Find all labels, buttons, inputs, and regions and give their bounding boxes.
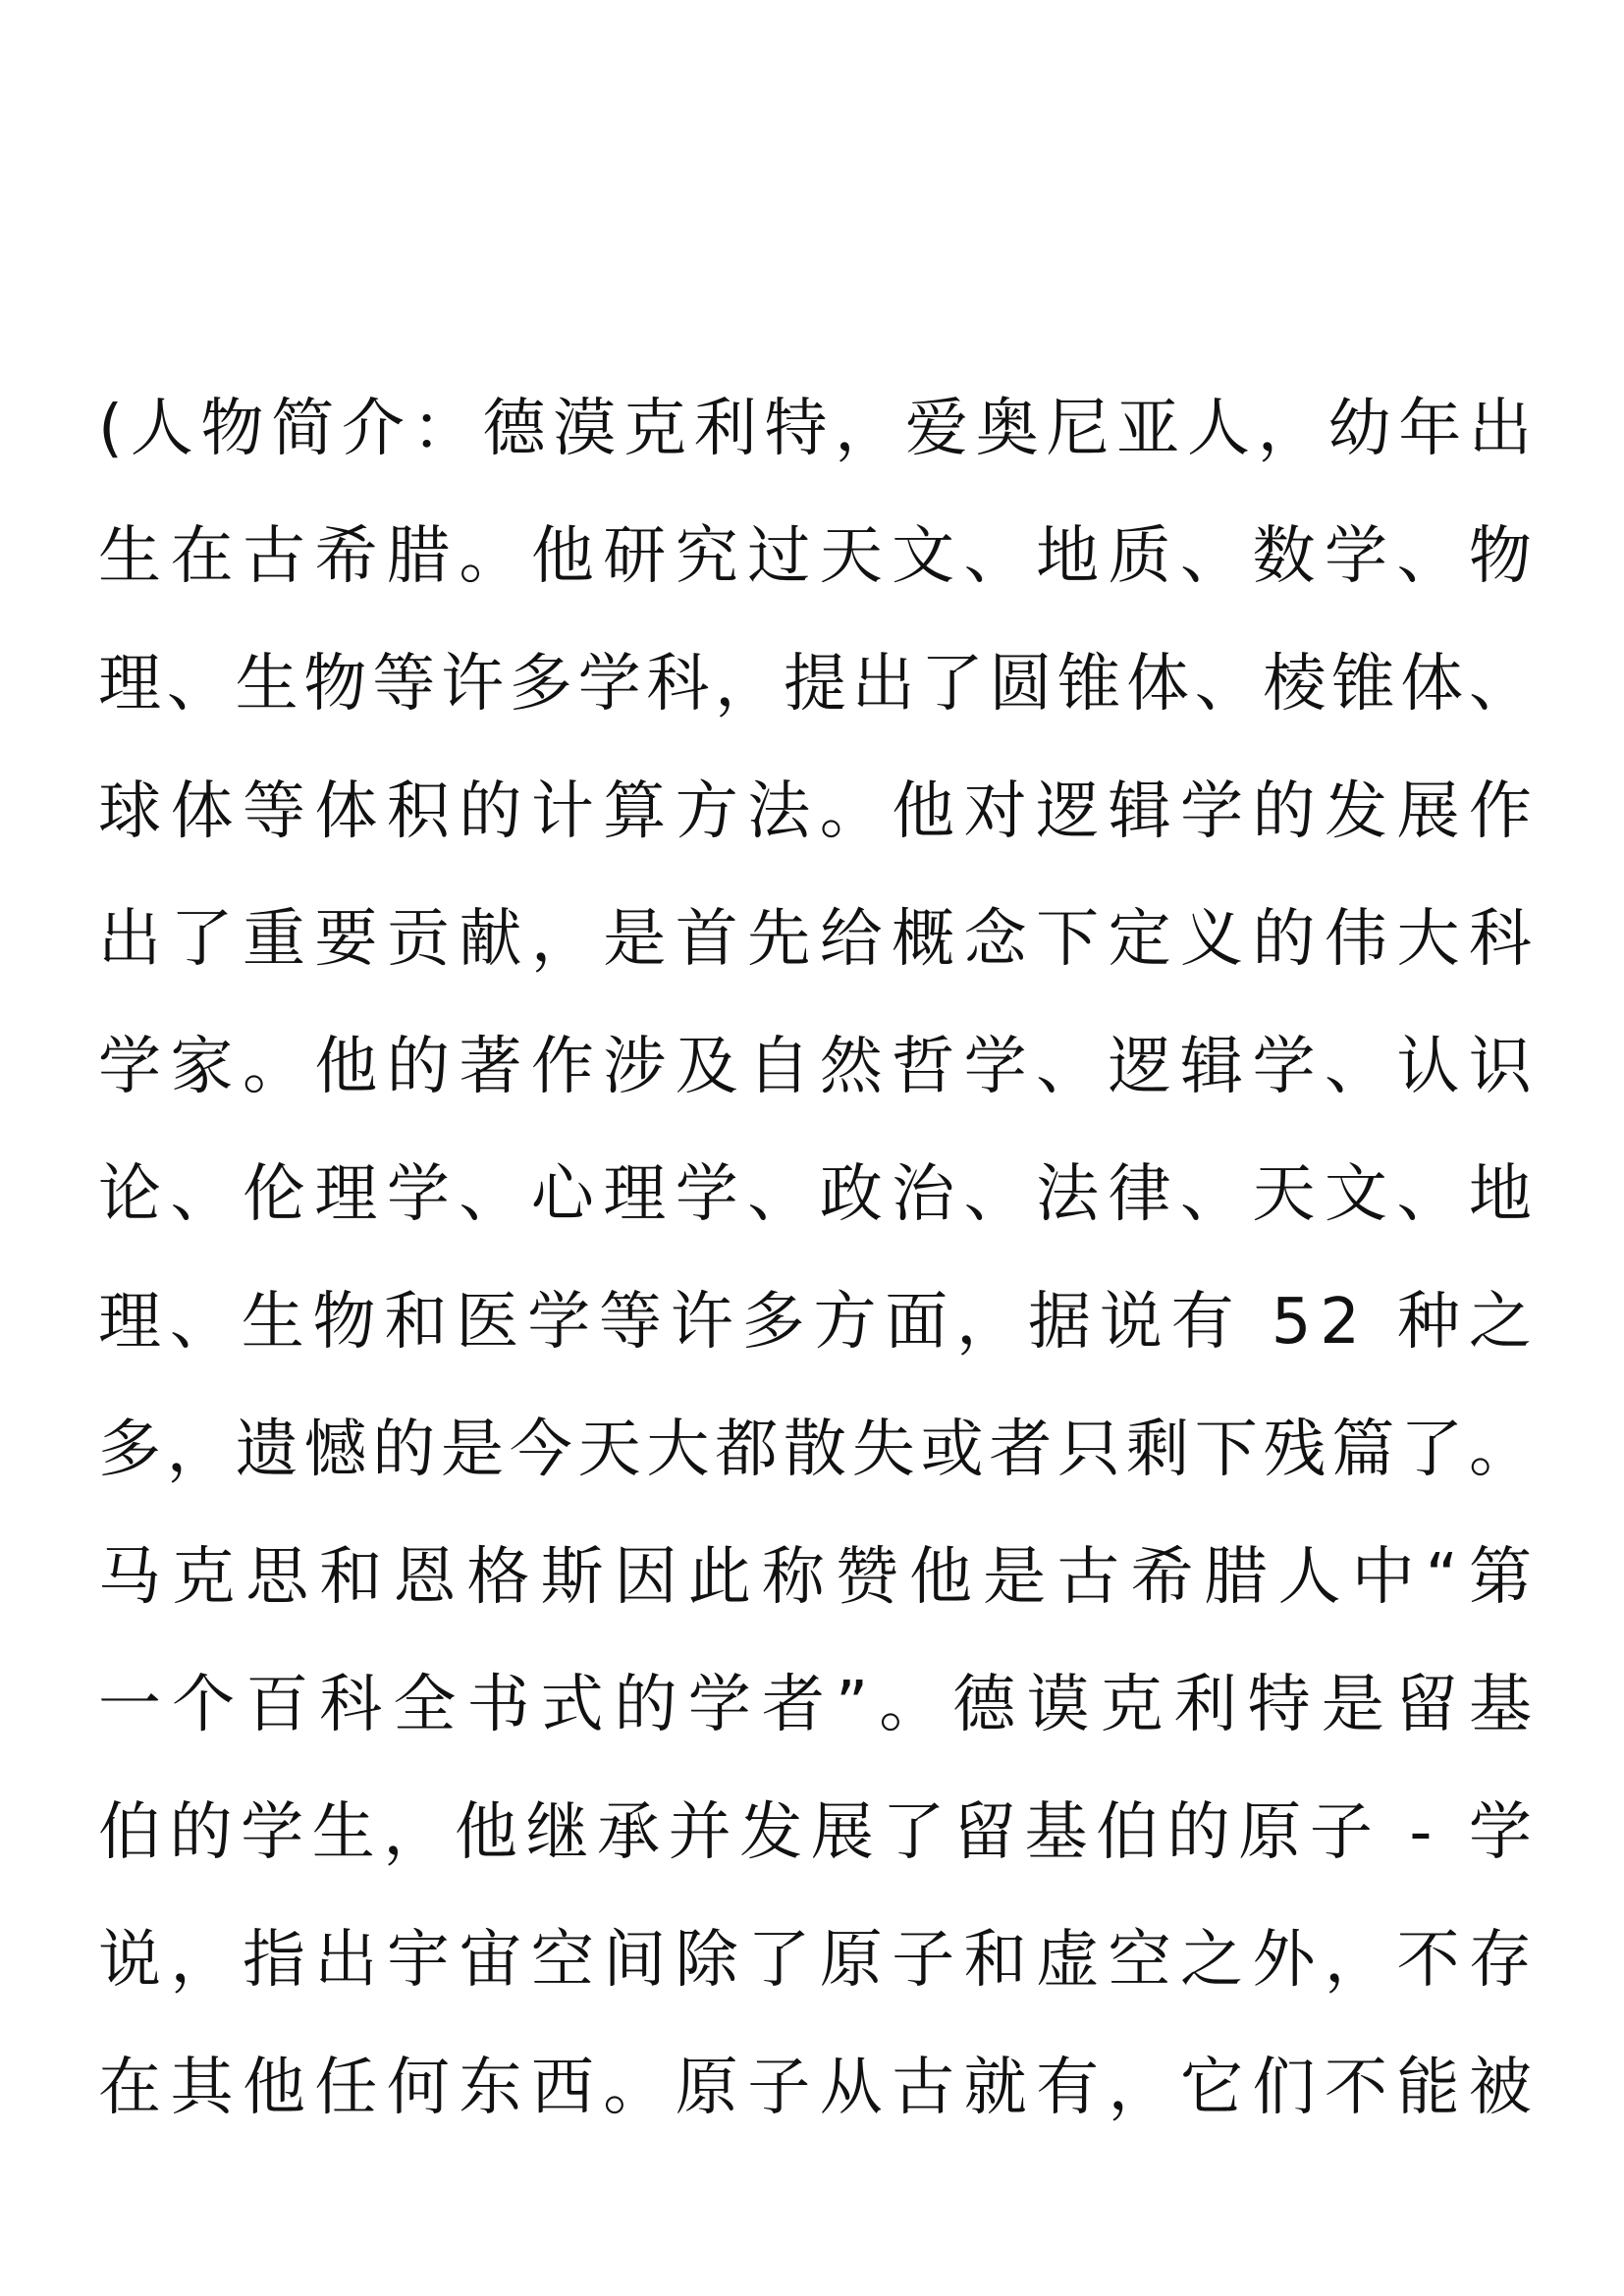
text-line: 学 家 。 他 的 著 作 涉 及 自 然 哲 学 、 逻 辑 学 、 认 识 xyxy=(98,1031,1532,1103)
text-line: 伯 的 学 生 ， 他 继 承 并 发 展 了 留 基 伯 的 原 子 - 学 xyxy=(98,1796,1532,1869)
text-line: 一 个 百 科 全 书 式 的 学 者 ” 。 德 谟 克 利 特 是 留 基 xyxy=(98,1669,1532,1741)
text-line: 理 、 生 物 和 医 学 等 许 多 方 面 ， 据 说 有 5 2 种 之 xyxy=(98,1286,1532,1359)
text-line: 说 ， 指 出 宇 宙 空 间 除 了 原 子 和 虚 空 之 外 ， 不 存 xyxy=(98,1924,1532,1997)
text-line: 生 在 古 希 腊 。 他 研 究 过 天 文 、 地 质 、 数 学 、 物 xyxy=(98,520,1532,593)
text-line: 理 、 生 物 等 许 多 学 科 ， 提 出 了 圆 锥 体 、 棱 锥 体 、 xyxy=(98,648,1532,721)
text-line: 球 体 等 体 积 的 计 算 方 法 。 他 对 逻 辑 学 的 发 展 作 xyxy=(98,775,1532,848)
text-line: 论 、 伦 理 学 、 心 理 学 、 政 治 、 法 律 、 天 文 、 地 xyxy=(98,1158,1532,1231)
text-line: 马 克 思 和 恩 格 斯 因 此 称 赞 他 是 古 希 腊 人 中 “ 第 xyxy=(98,1541,1532,1614)
text-line: ( 人 物 简 介 ： 德 漠 克 利 特 ， 爱 奥 尼 亚 人 ， 幼 年 出 xyxy=(98,393,1532,465)
text-line: 在 其 他 任 何 东 西 。 原 子 从 古 就 有 ， 它 们 不 能 被 xyxy=(98,2052,1532,2124)
text-line: 多 ， 遗 憾 的 是 今 天 大 都 散 失 或 者 只 剩 下 残 篇 了 。 xyxy=(98,1414,1532,1486)
body-text xyxy=(98,365,1532,2152)
text-line: 出 了 重 要 贡 献 ， 是 首 先 给 概 念 下 定 义 的 伟 大 科 xyxy=(98,903,1532,976)
